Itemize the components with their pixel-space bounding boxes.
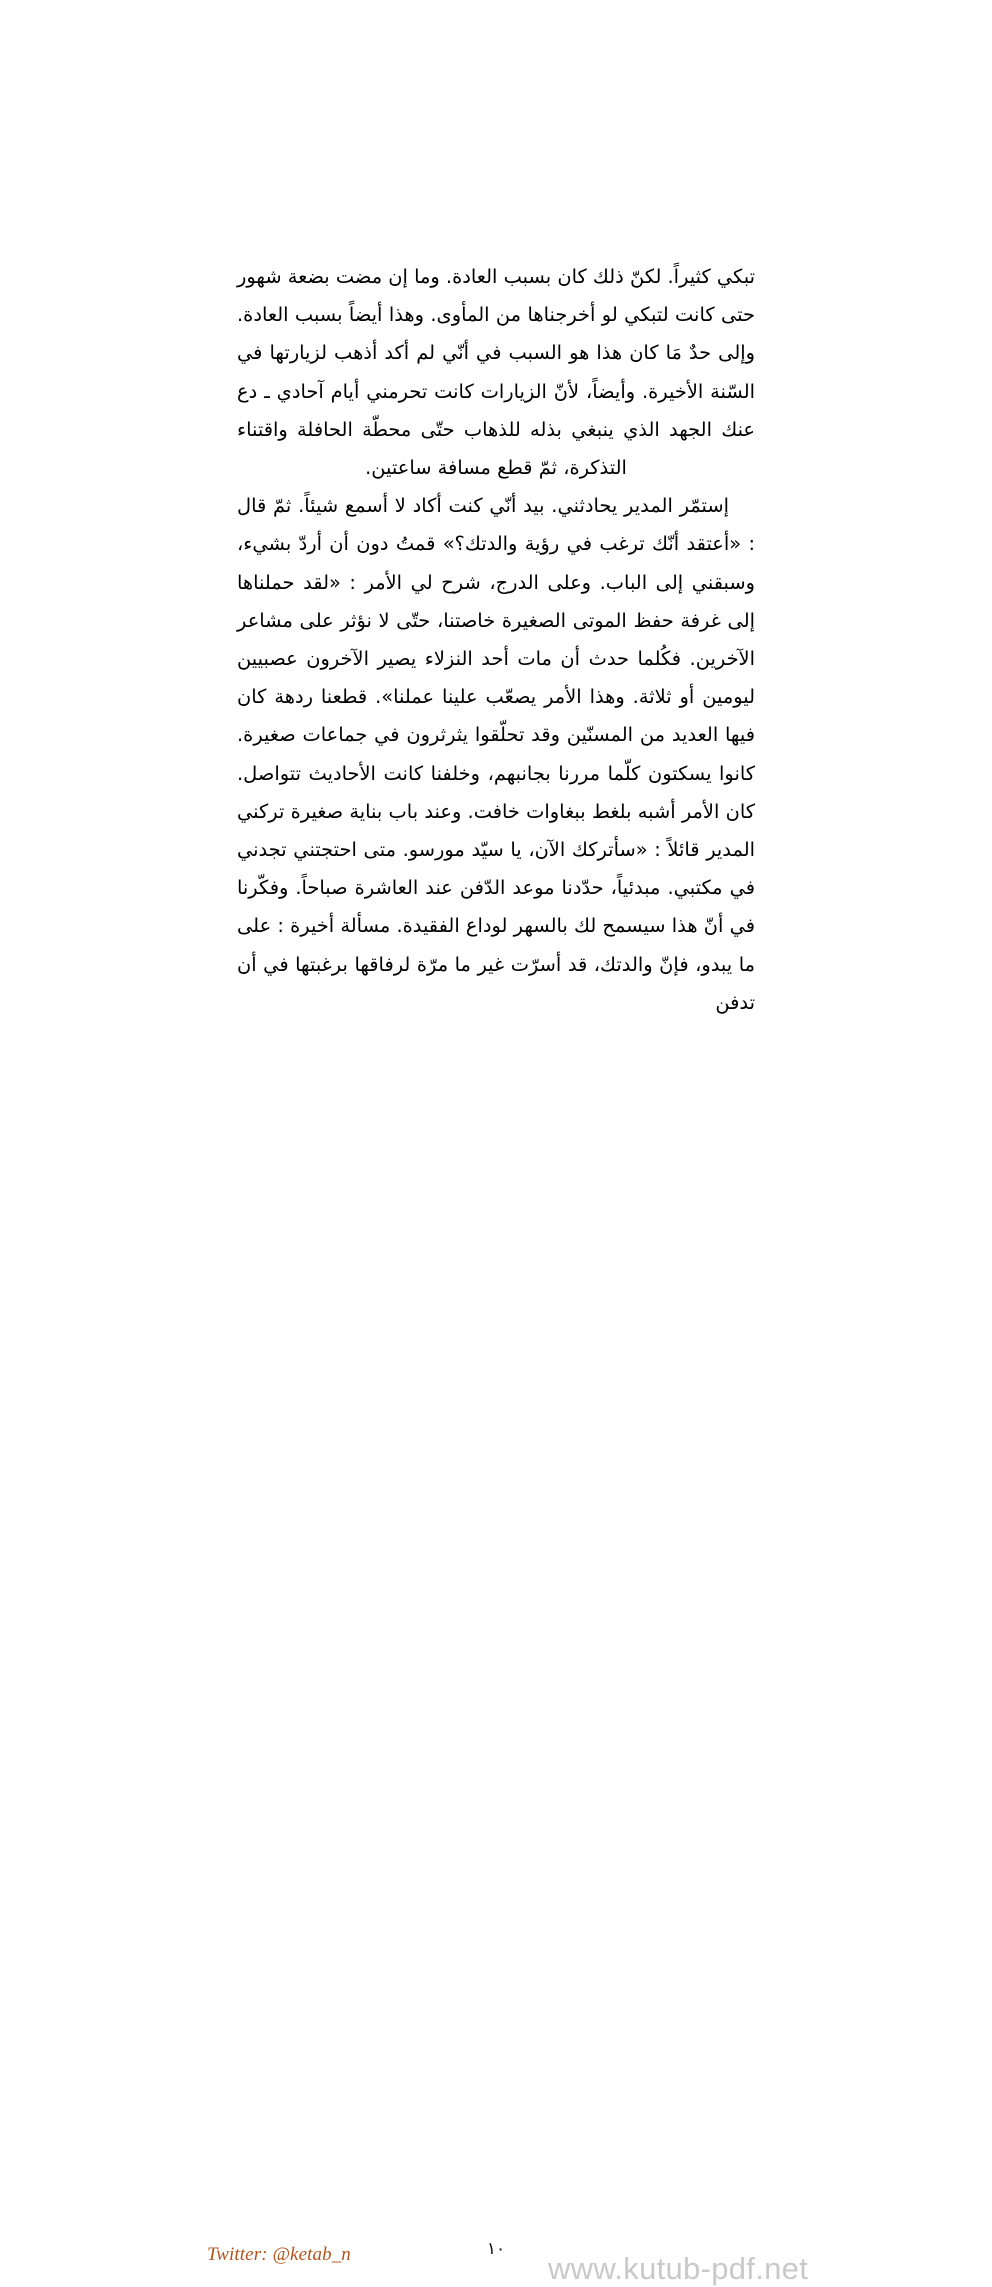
paragraph-director-dialogue: إستمّر المدير يحادثني. بيد أنّي كنت أكاد لا أسمع شيئاً. ثمّ قال : «أعتقد أنّك ترغب في رؤية والدتك؟» قمتُ دون أن أردّ بشيء، وسبقني إلى الباب. وعلى الدرج، شرح لي الأمر : «لقد حملناها إلى غرفة حفظ الموتى الصغيرة خاصتنا، حتّى لا نؤثر على مشاعر الآخرين. فكُلما حدث أن مات أحد النزلاء يصير الآخرون عصبيين ليومين أو ثلاثة. وهذا الأمر يصعّب علينا عملنا». قطعنا ردهة كان فيها العديد من المسنّين وقد تحلّقوا يثرثرون في جماعات صغيرة. كانوا يسكتون كلّما مررنا بجانبهم، وخلفنا كانت الأحاديث تتواصل. كان الأمر أشبه بلغط ببغاوات خافت. وعند باب بناية صغيرة تركني المدير قائلاً : «سأتركك الآن، يا سيّد مورسو. متى احتجتني تجدني في مكتبي. مبدئياً، حدّدنا موعد الدّفن عند العاشرة صباحاً. وفكّرنا في أنّ هذا سيسمح لك بالسهر لوداع الفقيدة. مسألة أخيرة : على ما يبدو، فإنّ والدتك، قد أسرّت غير ما مرّة لرفاقها برغبتها في أن تدفن — [237, 494, 755, 1014]
page-text-column — [237, 258, 755, 1022]
twitter-handle-stamp: Twitter: @ketab_n — [207, 2244, 351, 2265]
page-number: ١٠ — [486, 2239, 506, 2259]
page-footer — [0, 1118, 992, 2286]
site-watermark: www.kutub-pdf.net — [548, 2251, 809, 2286]
paragraph-continued-from-previous-page: تبكي كثيراً. لكنّ ذلك كان بسبب العادة. وما إن مضت بضعة شهور حتى كانت لتبكي لو أخرجناها من المأوى. وهذا أيضاً بسبب العادة. وإلى حدٌ مَا كان هذا هو السبب في أنّي لم أكد أذهب لزيارتها في السّنة الأخيرة. وأيضاً، لأنّ الزيارات كانت تحرمني أيام آحادي ـ دع عنك الجهد الذي ينبغي بذله للذهاب حتّى محطّة الحافلة واقتناء التذكرة، ثمّ قطع مسافة ساعتين. — [237, 265, 755, 480]
